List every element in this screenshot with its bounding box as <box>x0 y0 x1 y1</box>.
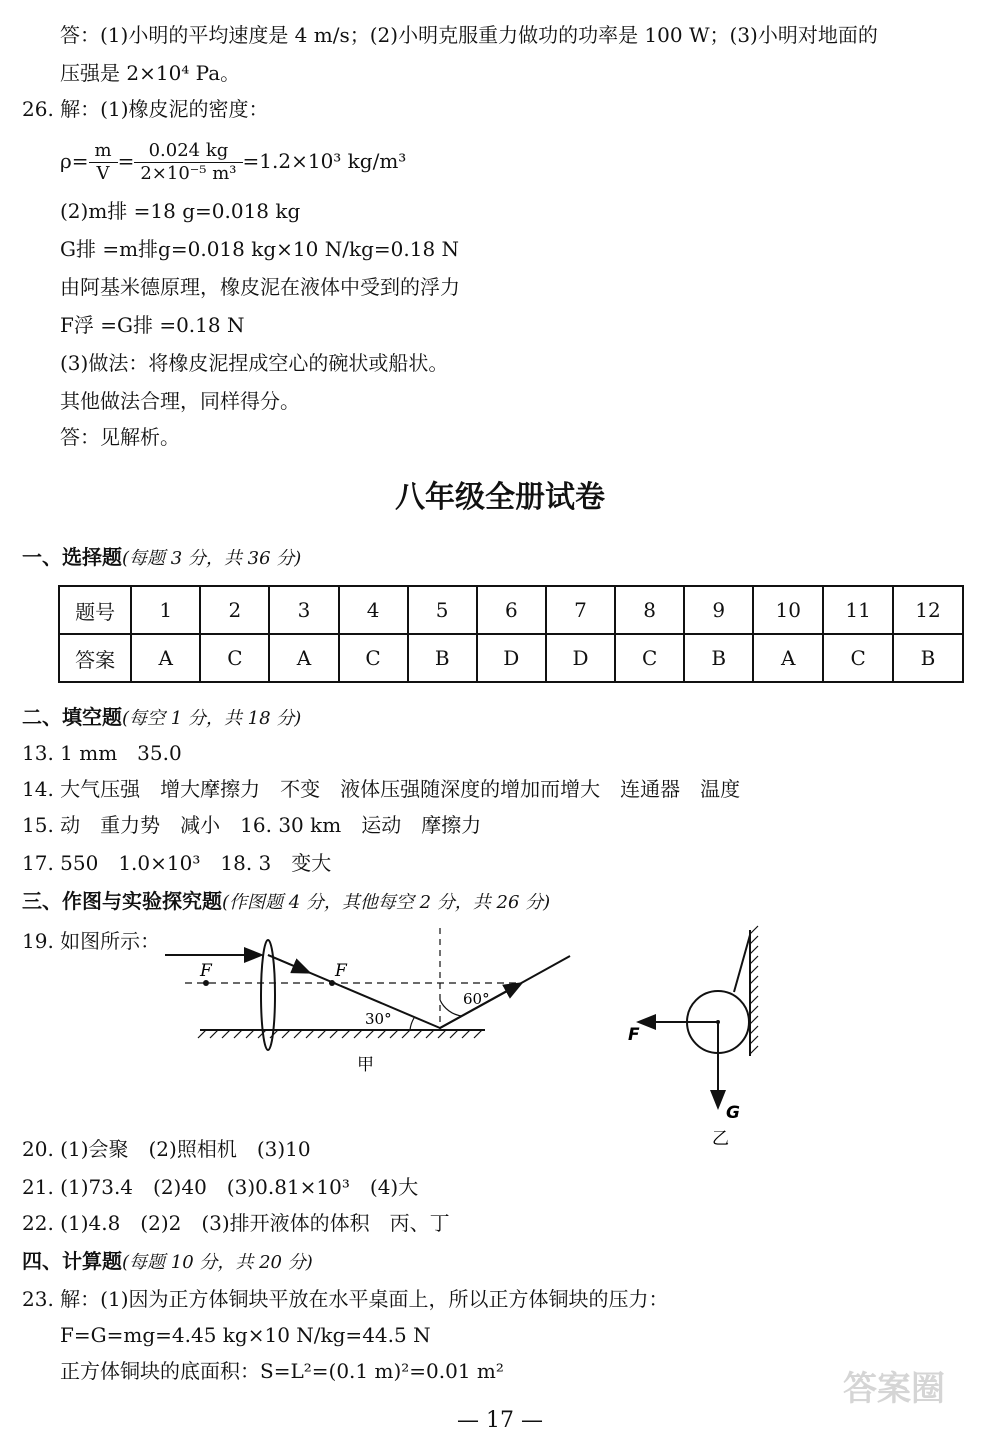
table-header-number: 题号 <box>59 586 131 634</box>
formula-m-over-v <box>89 140 118 185</box>
section3-title: 三、作图与实验探究题 <box>22 889 222 913</box>
answer-25-line2: 压强是 2×10⁴ Pa。 <box>60 61 241 85</box>
formula-equals: = <box>117 149 135 173</box>
formula-rho: ρ= <box>60 149 89 173</box>
table-cell: C <box>339 634 408 682</box>
angle-30-arc <box>410 1018 414 1030</box>
figure-yi-forces <box>620 920 770 1150</box>
table-row-numbers <box>59 586 963 634</box>
table-cell: C <box>615 634 684 682</box>
table-cell: 6 <box>477 586 546 634</box>
section3-note: (作图题 4 分，其他每空 2 分，共 26 分) <box>222 892 551 913</box>
table-cell: 5 <box>408 586 477 634</box>
answer-26-line11: 答：见解析。 <box>60 425 180 449</box>
label-f-left: F <box>200 961 212 981</box>
table-cell: A <box>753 634 823 682</box>
section2-title: 二、填空题 <box>22 705 122 729</box>
page-title: 八年级全册试卷 <box>395 480 605 515</box>
answer-20: 20. (1)会聚 (2)照相机 (3)10 <box>22 1137 311 1161</box>
section4-note: (每题 10 分，共 20 分) <box>122 1252 313 1273</box>
table-cell: 4 <box>339 586 408 634</box>
table-cell: 10 <box>753 586 823 634</box>
answer-26-line10: 其他做法合理，同样得分。 <box>60 389 300 413</box>
table-cell: 11 <box>823 586 893 634</box>
table-header-answer: 答案 <box>59 634 131 682</box>
answer-26-line7: 由阿基米德原理，橡皮泥在液体中受到的浮力 <box>60 275 460 299</box>
table-cell: A <box>269 634 338 682</box>
angle-60-arc <box>440 1000 462 1016</box>
table-cell: C <box>200 634 269 682</box>
answer-15-16: 15. 动 重力势 减小 16. 30 km 运动 摩擦力 <box>22 813 482 837</box>
table-cell: 1 <box>131 586 200 634</box>
answer-22: 22. (1)4.8 (2)2 (3)排开液体的体积 丙、丁 <box>22 1211 450 1235</box>
answer-21: 21. (1)73.4 (2)40 (3)0.81×10³ (4)大 <box>22 1175 419 1199</box>
label-force-g: G <box>726 1103 740 1123</box>
table-cell: 9 <box>684 586 753 634</box>
answer-17-18: 17. 550 1.0×10³ 18. 3 变大 <box>22 851 332 875</box>
caption-jia: 甲 <box>357 1055 374 1075</box>
watermark-logo <box>804 1358 984 1438</box>
wall-hatch <box>750 926 758 1054</box>
label-angle-60: 60° <box>463 990 490 1008</box>
rope <box>734 935 750 992</box>
formula-values <box>134 140 242 185</box>
answer-26-line9: (3)做法：将橡皮泥捏成空心的碗状或船状。 <box>60 351 449 375</box>
answer-table <box>58 585 964 683</box>
answer-14: 14. 大气压强 增大摩擦力 不变 液体压强随深度的增加而增大 连通器 温度 <box>22 777 741 801</box>
section1-title: 一、选择题 <box>22 545 122 569</box>
table-cell: B <box>408 634 477 682</box>
table-row-answers <box>59 634 963 682</box>
table-cell: D <box>546 634 615 682</box>
answer-23-line3: 正方体铜块的底面积：S=L²=(0.1 m)²=0.01 m² <box>60 1359 504 1383</box>
table-cell: 12 <box>893 586 963 634</box>
answer-26-header: 26. 解：(1)橡皮泥的密度： <box>22 97 269 121</box>
formula-v: V <box>96 163 110 184</box>
table-cell: 2 <box>200 586 269 634</box>
formula-m: m <box>89 140 118 163</box>
formula-denominator: 2×10⁻⁵ m³ <box>140 163 237 184</box>
caption-yi: 乙 <box>712 1129 729 1149</box>
table-cell: 3 <box>269 586 338 634</box>
table-cell: A <box>131 634 200 682</box>
ground-hatch <box>198 1030 482 1038</box>
table-cell: 8 <box>615 586 684 634</box>
section2-heading <box>22 704 301 732</box>
table-cell: B <box>684 634 753 682</box>
answer-13: 13. 1 mm 35.0 <box>22 741 182 765</box>
table-cell: D <box>477 634 546 682</box>
table-cell: B <box>893 634 963 682</box>
section4-heading <box>22 1248 313 1276</box>
formula-result: =1.2×10³ kg/m³ <box>242 149 407 173</box>
table-cell: C <box>823 634 893 682</box>
label-force-f: F <box>628 1025 640 1045</box>
answer-26-line8: F浮 =G排 =0.18 N <box>60 313 245 337</box>
figure-jia-optics <box>160 920 590 1080</box>
watermark-text: 答案圈 <box>843 1369 945 1409</box>
answer-23-line1: 23. 解：(1)因为正方体铜块平放在水平桌面上，所以正方体铜块的压力： <box>22 1287 669 1311</box>
density-formula <box>60 134 406 188</box>
section1-note: (每题 3 分，共 36 分) <box>122 548 302 569</box>
label-f-right: F <box>335 961 347 981</box>
answer-26-line5: (2)m排 =18 g=0.018 kg <box>60 199 301 223</box>
page-number: — 17 — <box>457 1408 543 1433</box>
section3-heading <box>22 888 550 916</box>
section2-note: (每空 1 分，共 18 分) <box>122 708 302 729</box>
answer-19: 19. 如图所示： <box>22 929 161 953</box>
formula-numerator: 0.024 kg <box>134 140 242 163</box>
answer-23-line2: F=G=mg=4.45 kg×10 N/kg=44.5 N <box>60 1323 431 1347</box>
section1-heading <box>22 544 301 572</box>
section4-title: 四、计算题 <box>22 1249 122 1273</box>
answer-25-line1: 答：(1)小明的平均速度是 4 m/s；(2)小明克服重力做功的功率是 100 W；(3)小明对地面的 <box>60 23 878 47</box>
answer-26-line6: G排 =m排g=0.018 kg×10 N/kg=0.18 N <box>60 237 460 261</box>
label-angle-30: 30° <box>365 1010 392 1028</box>
table-cell: 7 <box>546 586 615 634</box>
